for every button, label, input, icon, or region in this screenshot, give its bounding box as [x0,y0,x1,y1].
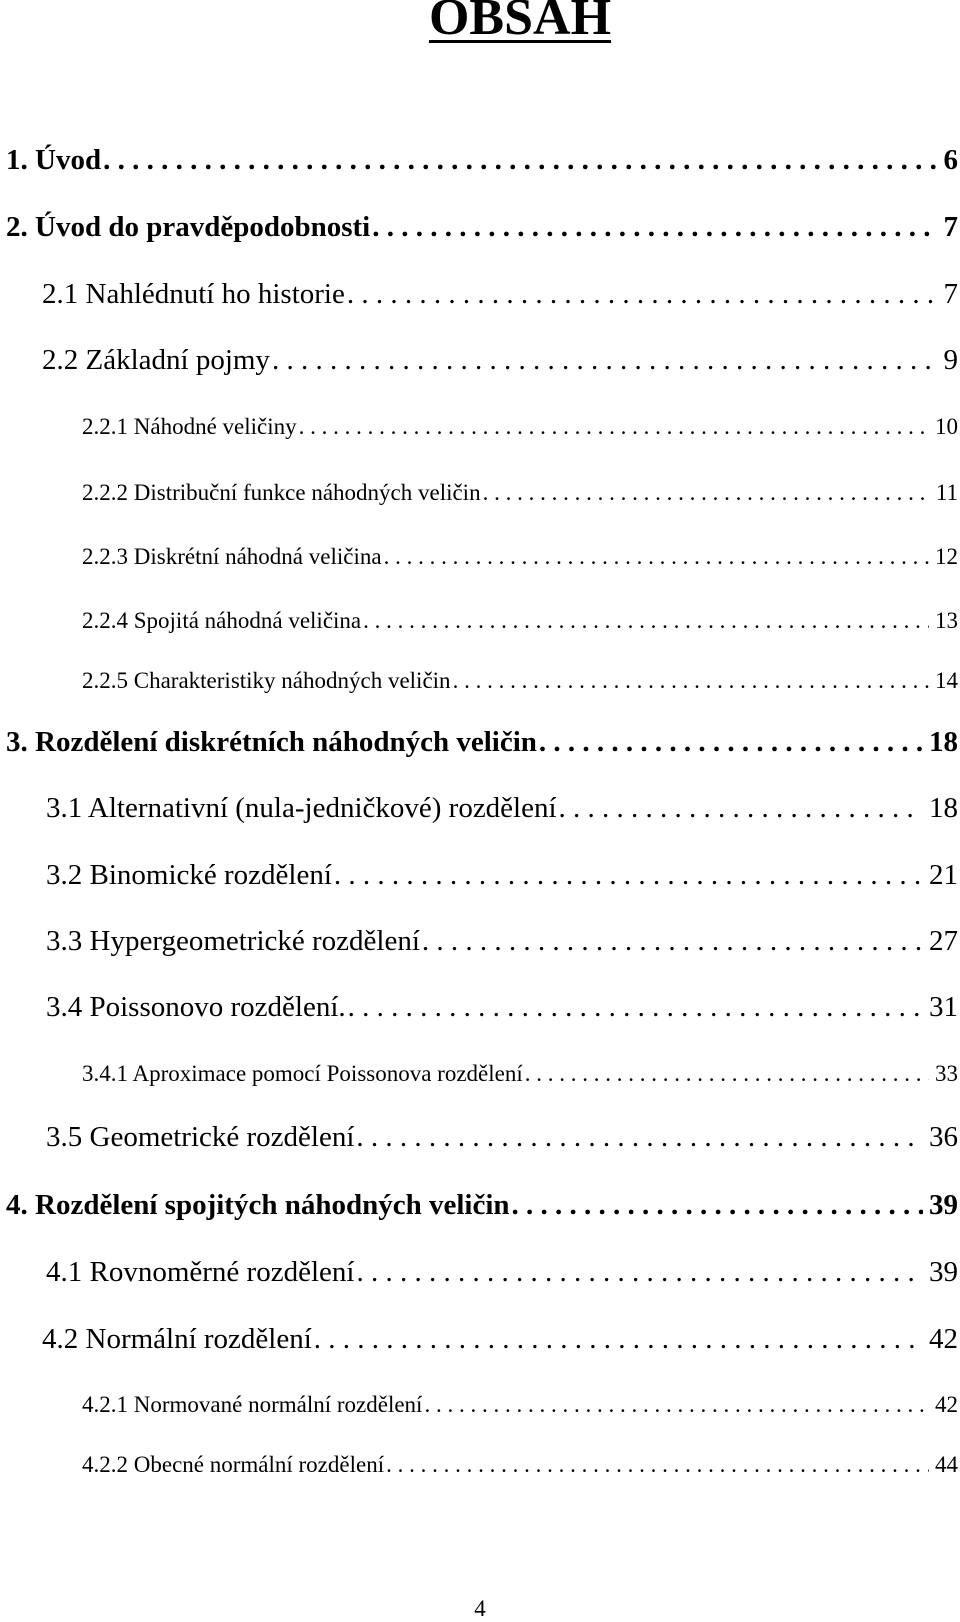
toc-entry-page: 13 [935,608,958,633]
dot-leader [348,987,923,1027]
toc-entry-label: 4.2.2 Obecné normální rozdělení [82,1452,385,1477]
toc-entry-label: 3.4 Poissonovo rozdělení. [46,991,346,1023]
toc-entry-3[interactable] [6,722,958,762]
toc-entry-4-2-1[interactable] [82,1388,958,1422]
dot-leader [356,1252,923,1292]
toc-entry-page: 44 [935,1452,958,1477]
dot-leader [525,1057,929,1091]
dot-leader [424,1388,929,1422]
toc-entry-label: 2.2 Základní pojmy [42,344,270,376]
dot-leader [103,140,937,180]
toc-entry-label: 4.2 Normální rozdělení [42,1323,312,1355]
dot-leader [386,1448,929,1482]
toc-entry-page: 42 [935,1392,958,1417]
dot-leader [422,921,923,961]
toc-entry-label: 2.2.3 Diskrétní náhodná veličina [82,544,382,569]
toc-entry-2-2-2[interactable] [82,476,958,510]
toc-entry-label: 4.2.1 Normované normální rozdělení [82,1392,423,1417]
toc-entry-3-4[interactable] [46,987,958,1027]
toc-entry-4[interactable] [6,1185,958,1225]
dot-leader [314,1319,923,1359]
dot-leader [272,340,938,380]
toc-entry-page: 7 [943,211,958,243]
toc-entry-page: 9 [943,344,958,376]
toc-entry-2-2-1[interactable] [82,410,958,444]
toc-entry-page: 42 [929,1323,958,1355]
dot-leader [334,855,923,895]
toc-entry-2[interactable] [6,207,958,247]
toc-entry-page: 18 [929,792,958,824]
dot-leader [512,1185,923,1225]
toc-entry-2-1[interactable] [42,274,958,314]
toc-entry-1[interactable] [6,140,958,180]
toc-entry-label: 2. Úvod do pravděpodobnosti [6,211,371,243]
toc-entry-page: 36 [929,1121,958,1153]
toc-entry-2-2-3[interactable] [82,540,958,574]
toc-entry-label: 3.4.1 Aproximace pomocí Poissonova rozdělení [82,1061,523,1086]
toc-entry-page: 39 [929,1189,958,1221]
toc-entry-page: 31 [929,991,958,1023]
toc-entry-3-4-1[interactable] [82,1057,958,1091]
toc-entry-label: 3.2 Binomické rozdělení [46,859,332,891]
toc-entry-2-2-5[interactable] [82,664,958,698]
dot-leader [356,1117,923,1157]
toc-entry-label: 2.2.5 Charakteristiky náhodných veličin [82,668,451,693]
toc-entry-2-2-4[interactable] [82,604,958,638]
toc-entry-3-1[interactable] [46,788,958,828]
toc-entry-4-1[interactable] [46,1252,958,1292]
toc-entry-label: 3.5 Geometrické rozdělení [46,1121,355,1153]
page-number: 4 [474,1596,486,1621]
dot-leader [539,722,923,762]
toc-entry-page: 33 [935,1061,958,1086]
toc-entry-page: 10 [935,414,958,439]
toc-entry-page: 11 [935,480,958,505]
toc-entry-3-3[interactable] [46,921,958,961]
dot-leader [559,788,923,828]
toc-entry-page: 27 [929,925,958,957]
toc-entry-label: 3. Rozdělení diskrétních náhodných veličin [6,726,537,758]
toc-entry-label: 2.2.2 Distribuční funkce náhodných veličin [82,480,481,505]
toc-entry-page: 6 [943,144,958,176]
toc-entry-label: 3.3 Hypergeometrické rozdělení [46,925,420,957]
toc-entry-page: 12 [935,544,958,569]
toc-entry-page: 7 [943,278,958,310]
toc-entry-page: 21 [929,859,958,891]
dot-leader [384,540,929,574]
toc-entry-label: 4. Rozdělení spojitých náhodných veličin [6,1189,510,1221]
toc-entry-page: 39 [929,1256,958,1288]
toc-entry-label: 2.1 Nahlédnutí ho historie [42,278,345,310]
toc-entry-label: 2.2.1 Náhodné veličiny [82,414,297,439]
dot-leader [363,604,929,638]
toc-entry-page: 18 [929,726,958,758]
dot-leader [299,410,929,444]
toc-entry-3-5[interactable] [46,1117,958,1157]
dot-leader [453,664,929,698]
toc-entry-4-2-2[interactable] [82,1448,958,1482]
toc-entry-4-2[interactable] [42,1319,958,1359]
toc-entry-2-2[interactable] [42,340,958,380]
toc-entry-label: 4.1 Rovnoměrné rozdělení [46,1256,355,1288]
toc-entry-3-2[interactable] [46,855,958,895]
page-title: OBSAH [428,0,612,46]
toc-entry-label: 2.2.4 Spojitá náhodná veličina [82,608,362,633]
toc-entry-page: 14 [935,668,958,693]
toc-entry-label: 1. Úvod [6,144,102,176]
dot-leader [483,476,930,510]
dot-leader [372,207,937,247]
toc-entry-label: 3.1 Alternativní (nula-jedničkové) rozdělení [46,792,557,824]
dot-leader [347,274,938,314]
